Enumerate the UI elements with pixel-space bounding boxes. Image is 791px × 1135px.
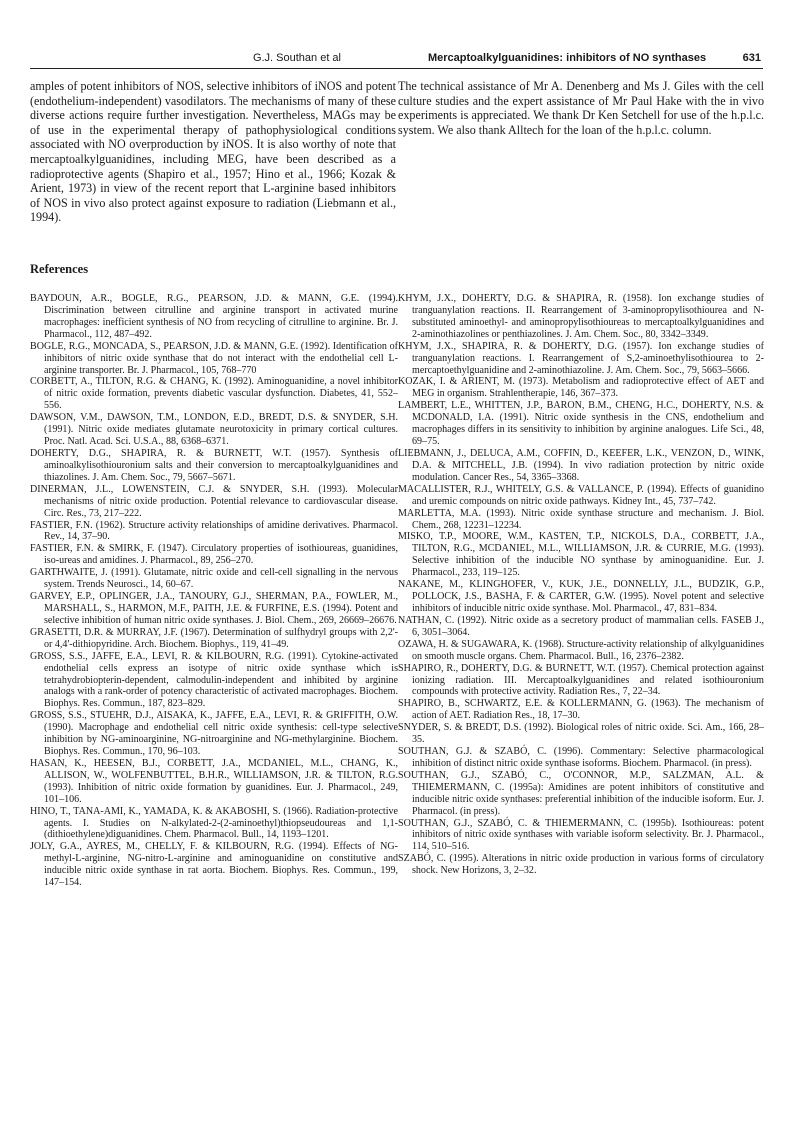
reference-entry: MACALLISTER, R.J., WHITELY, G.S. & VALLANCE, P. (1994). Effects of guanidino and uremic compounds on nitric oxide pathways. Kidney Int., 45, 737–742. [398, 483, 764, 507]
reference-entry: KHYM, J.X., DOHERTY, D.G. & SHAPIRA, R. (1958). Ion exchange studies of tranguanylation reactions. II. Rearrangement of 3-aminopropylisothiourea and N-substituted aminoethyl- and aminopropylisothioureas to mercaptoalkylguanidines and 2-aminothiazolines or penthiazolines. J. Am. Chem. Soc., 80, 3342–3349. [398, 293, 764, 340]
body-text-right-column [398, 79, 764, 137]
reference-entry: SHAPIRO, B., SCHWARTZ, E.E. & KOLLERMANN, G. (1963). The mechanism of action of AET. Radiation Res., 18, 17–30. [398, 698, 764, 722]
reference-entry: GROSS, S.S., STUEHR, D.J., AISAKA, K., JAFFE, E.A., LEVI, R. & GRIFFITH, O.W. (1990). Macrophage and endothelial cell nitric oxide synthesis: cell-type selective inhibition by NG-aminoarginine, NG-nitroarginine and NG-methylarginine. Biochem. Biophys. Res. Commun., 170, 96–103. [30, 710, 398, 758]
reference-entry: SOUTHAN, G.J. & SZABÓ, C. (1996). Commentary: Selective pharmacological inhibition of distinct nitric oxide synthase isoforms. Biochem. Pharmacol. (in press). [398, 746, 764, 769]
reference-entry: OZAWA, H. & SUGAWARA, K. (1968). Structure-activity relationship of alkylguanidines on smooth muscle organs. Chem. Pharmacol. Bull., 16, 2376–2382. [398, 638, 764, 662]
running-header-author: G.J. Southan et al [252, 52, 341, 64]
reference-entry: HASAN, K., HEESEN, B.J., CORBETT, J.A., MCDANIEL, M.L., CHANG, K., ALLISON, W., WOLFENBUTTEL, B.H.R., WILLIAMSON, J.R. & TILTON, R.G. (1993). Inhibition of nitric oxide formation by guanidines. Eur. J. Pharmacol., 249, 101–106. [30, 757, 398, 805]
reference-entry: NAKANE, M., KLINGHOFER, V., KUK, J.E., DONNELLY, J.L., BUDZIK, G.P., POLLOCK, J.S., BASHA, F. & CARTER, G.W. (1995). Novel potent and selective inhibitors of inducible nitric oxide synthase. Mol. Pharmacol., 47, 831–834. [398, 579, 764, 614]
discussion-paragraph: amples of potent inhibitors of NOS, selective inhibitors of iNOS and potent (endothelium-independent) vasodilators. The mechanisms of many of these diverse actions require further investigation. Nevertheless, MAGs may be of use in the experimental therapy of pathophysiological conditions associated with NO overproduction by iNOS. It is also worthy of note that mercaptoalkylguanidines, including MEG, have been described as a radioprotective agents (Shapiro et al., 1957; Hino et al., 1966; Kozak & Arient, 1973) in view of the recent report that L-arginine based inhibitors of NOS in vivo also protect against exposure to radiation (Liebmann et al., 1994). [30, 79, 396, 225]
running-header [30, 50, 763, 69]
reference-entry: KOZAK, I. & ARIENT, M. (1973). Metabolism and radioprotective effect of AET and MEG in organism. Strahlentherapie, 146, 367–373. [398, 376, 764, 400]
reference-entry: BAYDOUN, A.R., BOGLE, R.G., PEARSON, J.D. & MANN, G.E. (1994). Discrimination between citrulline and arginine transport in activated murine macrophages: inefficient synthesis of NO from recycling of citrulline to arginine. Br. J. Pharmacol., 112, 487–492. [30, 293, 398, 340]
reference-entry: GRASETTI, D.R. & MURRAY, J.F. (1967). Determination of sulfhydryl groups with 2,2'-or 4,4'-dithiopyridine. Arch. Biochem. Biophys., 119, 41–49. [30, 626, 398, 650]
reference-entry: GARTHWAITE, J. (1991). Glutamate, nitric oxide and cell-cell signalling in the nervous system. Trends Neurosci., 14, 60–67. [30, 567, 398, 591]
reference-entry: MISKO, T.P., MOORE, W.M., KASTEN, T.P., NICKOLS, D.A., CORBETT, J.A., TILTON, R.G., MCDANIEL, M.L., WILLIAMSON, J.R. & CURRIE, M.G. (1993). Selective inhibition of the inducible NO synthase by aminoguanidine. Eur. J. Pharmacol., 233, 119–125. [398, 531, 764, 579]
reference-entry: SHAPIRO, R., DOHERTY, D.G. & BURNETT, W.T. (1957). Chemical protection against ionizing radiation. III. Mercaptoalkylguanidines and related isothiouronium compounds with protective activity. Radiation Res., 7, 22–34. [398, 662, 764, 698]
running-header-title: Mercaptoalkylguanidines: inhibitors of NO synthases [428, 52, 707, 64]
page-number: 631 [742, 52, 761, 64]
reference-entry: DAWSON, V.M., DAWSON, T.M., LONDON, E.D., BREDT, D.S. & SNYDER, S.H. (1991). Nitric oxide mediates glutamate neurotoxicity in primary cortical cultures. Proc. Natl. Acad. Sci. U.S.A., 88, 6368–6371. [30, 412, 398, 448]
reference-entry: BOGLE, R.G., MONCADA, S., PEARSON, J.D. & MANN, G.E. (1992). Identification of inhibitors of nitric oxide synthase that do not interact with the endothelial cell L-arginine transporter. Br. J. Pharmacol., 105, 768–770 [30, 340, 398, 376]
reference-entry: DINERMAN, J.L., LOWENSTEIN, C.J. & SNYDER, S.H. (1993). Molecular mechanisms of nitric oxide production. Potential relevance to cardiovascular disease. Circ. Res., 73, 217–222. [30, 483, 398, 519]
reference-entry: NATHAN, C. (1992). Nitric oxide as a secretory product of mammalian cells. FASEB J., 6, 3051–3064. [398, 614, 764, 638]
reference-entry: FASTIER, F.N. (1962). Structure activity relationships of amidine derivatives. Pharmacol. Rev., 14, 37–90. [30, 519, 398, 543]
reference-entry: GARVEY, E.P., OPLINGER, J.A., TANOURY, G.J., SHERMAN, P.A., FOWLER, M., MARSHALL, S., HARMON, M.F., PAITH, J.E. & FURFINE, E.S. (1994). Potent and selective inhibition of human nitric oxide synthases. J. Biol. Chem., 269, 26669–26676. [30, 591, 398, 626]
references-right-column [398, 293, 764, 877]
reference-entry: HINO, T., TANA-AMI, K., YAMADA, K. & AKABOSHI, S. (1966). Radiation-protective agents. I. Studies on N-alkylated-2-(2-aminoethyl)thiopseudoureas and 1,1-(dithioethylene)diguanidines. Chem. Pharmacol. Bull., 14, 1193–1201. [30, 805, 398, 841]
reference-entry: FASTIER, F.N. & SMIRK, F. (1947). Circulatory properties of isothioureas, guanidines, iso-ureas and amidines. J. Pharmacol., 89, 256–270. [30, 543, 398, 567]
reference-entry: KHYM, J.X., SHAPIRA, R. & DOHERTY, D.G. (1957). Ion exchange studies of tranguanylation reactions. I. Rearrangement of S,2-aminoethylisothiourea to 2-mercaptoethylguanidine and 2-aminothiazoline. J. Am. Chem. Soc., 79, 5663–5666. [398, 340, 764, 376]
reference-entry: LIEBMANN, J., DELUCA, A.M., COFFIN, D., KEEFER, L.K., VENZON, D., WINK, D.A. & MITCHELL, J.B. (1994). In vivo radiation protection by nitric oxide modulation. Cancer Res., 54, 3365–3368. [398, 447, 764, 483]
reference-entry: GROSS, S.S., JAFFE, E.A., LEVI, R. & KILBOURN, R.G. (1991). Cytokine-activated endothelial cells express an isotype of nitric oxide synthase which is tetrahydrobiopterin-dependent, calmodulin-independent and inhibited by arginine analogs with a rank-order of potency characteristic of activated macrophages. Biochem. Biophys. Res. Commun., 187, 823–829. [30, 650, 398, 710]
reference-entry: JOLY, G.A., AYRES, M., CHELLY, F. & KILBOURN, R.G. (1994). Effects of NG-methyl-L-arginine, NG-nitro-L-arginine and aminoguanidine on constitutive and inducible nitric oxide synthase in rat aorta. Biochem. Biophys. Res. Commun., 199, 147–154. [30, 841, 398, 889]
body-text-left-column [30, 79, 396, 225]
reference-entry: SOUTHAN, G.J., SZABÓ, C. & THIEMERMANN, C. (1995b). Isothioureas: potent inhibitors of nitric oxide synthases with variable isoform selectivity. Br. J. Pharmacol., 114, 510–516. [398, 817, 764, 853]
reference-entry: MARLETTA, M.A. (1993). Nitric oxide synthase structure and mechanism. J. Biol. Chem., 268, 12231–12234. [398, 507, 764, 531]
reference-entry: SZABÓ, C. (1995). Alterations in nitric oxide production in various forms of circulatory shock. New Horizons, 3, 2–32. [398, 853, 764, 877]
reference-entry: DOHERTY, D.G., SHAPIRA, R. & BURNETT, W.T. (1957). Synthesis of aminoalkylisothiouronium salts and their conversion to mercaptoalkylguanidines and thiazolines. J. Am. Chem. Soc., 79, 5667–5671. [30, 447, 398, 483]
references-left-column [30, 293, 398, 889]
reference-entry: LAMBERT, L.E., WHITTEN, J.P., BARON, B.M., CHENG, H.C., DOHERTY, N.S. & MCDONALD, I.A. (1991). Nitric oxide synthesis in the CNS, endothelium and macrophages differs in its sensitivity to inhibition by arginine analogues. Life Sci., 48, 69–75. [398, 400, 764, 448]
reference-entry: SOUTHAN, G.J., SZABÓ, C., O'CONNOR, M.P., SALZMAN, A.L. & THIEMERMANN, C. (1995a): Amidines are potent inhibitors of constitutive and inducible nitric oxide synthases: preferential inhibition of the inducible isoform. Eur. J. Pharmacol. (in press). [398, 769, 764, 817]
reference-entry: CORBETT, A., TILTON, R.G. & CHANG, K. (1992). Aminoguanidine, a novel inhibitor of nitric oxide formation, prevents diabetic vascular dysfunction. Diabetes, 41, 552–556. [30, 376, 398, 412]
acknowledgements-paragraph: The technical assistance of Mr A. Denenberg and Ms J. Giles with the cell culture studies and the expert assistance of Mr Paul Hake with the in vivo experiments is appreciated. We thank Dr Ken Setchell for use of the h.p.l.c. system. We also thank Alltech for the loan of the h.p.l.c. column. [398, 79, 764, 137]
reference-entry: SNYDER, S. & BREDT, D.S. (1992). Biological roles of nitric oxide. Sci. Am., 166, 28–35. [398, 722, 764, 746]
references-heading: References [30, 262, 89, 276]
